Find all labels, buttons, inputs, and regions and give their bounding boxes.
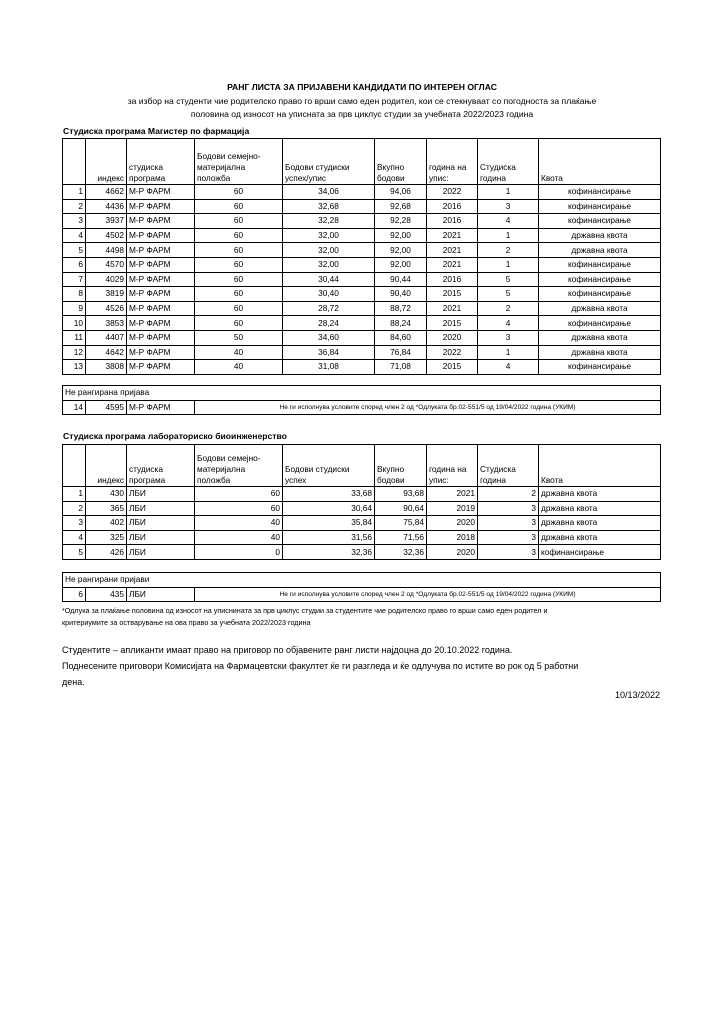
row-index: 4595 — [86, 400, 127, 415]
row-points-material: 60 — [195, 501, 283, 516]
row-quota: кофинансирање — [539, 287, 661, 302]
row-index: 3937 — [86, 214, 127, 229]
row-index: 435 — [86, 587, 127, 602]
row-total: 75,84 — [375, 516, 427, 531]
row-index: 365 — [86, 501, 127, 516]
row-study-year: 3 — [478, 501, 539, 516]
row-number: 2 — [63, 501, 86, 516]
row-quota: државна квота — [539, 345, 661, 360]
row-points-success: 30,44 — [283, 272, 375, 287]
row-quota: државна квота — [539, 516, 661, 531]
row-total: 92,00 — [375, 243, 427, 258]
row-quota: кофинансирање — [539, 272, 661, 287]
row-points-success: 32,68 — [283, 199, 375, 214]
row-points-success: 35,84 — [283, 516, 375, 531]
row-program: ЛБИ — [127, 501, 195, 516]
row-quota: државна квота — [539, 243, 661, 258]
row-study-year: 1 — [478, 185, 539, 200]
row-study-year: 4 — [478, 316, 539, 331]
row-number: 2 — [63, 199, 86, 214]
row-quota: државна квота — [539, 487, 661, 502]
row-year: 2022 — [427, 185, 478, 200]
row-number: 7 — [63, 272, 86, 287]
row-program: М-Р ФАРМ — [127, 345, 195, 360]
row-study-year: 3 — [478, 530, 539, 545]
col-header-program: студиска програма — [127, 139, 195, 185]
row-points-success: 30,64 — [283, 501, 375, 516]
row-quota: државна квота — [539, 530, 661, 545]
document-subtitle-line1: за избор на студенти чие родителско право го врши само еден родител, кои се стекнуваат со погодноста за плаќање — [127, 96, 597, 106]
row-number: 9 — [63, 301, 86, 316]
row-year: 2016 — [427, 214, 478, 229]
row-study-year: 2 — [478, 243, 539, 258]
row-points-material: 60 — [195, 185, 283, 200]
col-header-points-success-line1: Бодови студиски — [285, 464, 350, 474]
row-year: 2019 — [427, 501, 478, 516]
row-index: 402 — [86, 516, 127, 531]
row-number: 6 — [63, 587, 86, 602]
row-study-year: 2 — [478, 487, 539, 502]
row-points-material: 60 — [195, 243, 283, 258]
col-header-points-success-line2: успех — [285, 475, 307, 485]
row-number: 4 — [63, 228, 86, 243]
notice-line1: Студентите – апликанти имаат право на приговор по објавените ранг листи најдоцна до 20.10.2022 година. — [62, 645, 513, 655]
row-points-success: 32,00 — [283, 243, 375, 258]
unranked-title: Не рангирана пријава — [63, 386, 661, 401]
row-points-success: 36,84 — [283, 345, 375, 360]
unranked-title: Не рангирани пријави — [63, 573, 661, 588]
row-number: 14 — [63, 400, 86, 415]
row-index: 4526 — [86, 301, 127, 316]
row-points-success: 34,60 — [283, 330, 375, 345]
table-row — [63, 545, 661, 560]
row-points-material: 60 — [195, 214, 283, 229]
row-quota: кофинансирање — [539, 316, 661, 331]
col-header-quota: Квота — [539, 139, 661, 185]
row-quota: државна квота — [539, 501, 661, 516]
row-index: 325 — [86, 530, 127, 545]
row-study-year: 1 — [478, 228, 539, 243]
col-header-program-line1: студиска — [129, 464, 163, 474]
section1-title: Студиска програма Магистер по фармација — [63, 126, 250, 136]
col-header-year: година на упис: — [427, 445, 478, 487]
col-header-points-success — [283, 445, 375, 487]
col-header-total: Вкупно бодови — [375, 445, 427, 487]
row-index: 4029 — [86, 272, 127, 287]
row-year: 2015 — [427, 360, 478, 375]
table-row — [63, 243, 661, 258]
section2-title: Студиска програма лабораториско биоинженерство — [63, 431, 287, 441]
row-study-year: 4 — [478, 214, 539, 229]
row-year: 2021 — [427, 301, 478, 316]
row-quota: државна квота — [539, 330, 661, 345]
row-points-material: 60 — [195, 301, 283, 316]
row-study-year: 1 — [478, 257, 539, 272]
row-points-material: 60 — [195, 272, 283, 287]
row-total: 90,40 — [375, 287, 427, 302]
row-points-material: 0 — [195, 545, 283, 560]
col-header-study-year: Студиска година — [478, 139, 539, 185]
row-total: 84,60 — [375, 330, 427, 345]
row-number: 4 — [63, 530, 86, 545]
table-row — [63, 360, 661, 375]
col-header-index: индекс — [86, 139, 127, 185]
row-points-material: 60 — [195, 199, 283, 214]
col-header-index: индекс — [86, 445, 127, 487]
row-program: М-Р ФАРМ — [127, 360, 195, 375]
col-header-number — [63, 139, 86, 185]
row-study-year: 5 — [478, 287, 539, 302]
row-total: 32,36 — [375, 545, 427, 560]
col-header-total: Вкупно бодови — [375, 139, 427, 185]
row-total: 71,08 — [375, 360, 427, 375]
col-header-year: година на упис: — [427, 139, 478, 185]
col-header-program — [127, 445, 195, 487]
row-quota: државна квота — [539, 301, 661, 316]
row-program: М-Р ФАРМ — [127, 316, 195, 331]
row-points-material: 40 — [195, 360, 283, 375]
table-row — [63, 287, 661, 302]
row-year: 2018 — [427, 530, 478, 545]
table-row — [63, 228, 661, 243]
col-header-points-success: Бодови студиски успех/упис — [283, 139, 375, 185]
row-study-year: 3 — [478, 330, 539, 345]
col-header-points-material: Бодови семејно-материјална положба — [195, 139, 283, 185]
col-header-points-material: Бодови семејно-материјална положба — [195, 445, 283, 487]
row-index: 4407 — [86, 330, 127, 345]
row-program: ЛБИ — [127, 530, 195, 545]
notice-line3: дена. — [62, 677, 85, 687]
ranking-table-bioengineering — [62, 444, 661, 560]
row-quota: државна квота — [539, 228, 661, 243]
notice — [62, 642, 672, 690]
row-points-success: 32,36 — [283, 545, 375, 560]
row-program: М-Р ФАРМ — [127, 185, 195, 200]
row-year: 2021 — [427, 257, 478, 272]
table-row — [63, 214, 661, 229]
row-program: ЛБИ — [127, 545, 195, 560]
row-number: 1 — [63, 487, 86, 502]
table-row — [63, 301, 661, 316]
table-row — [63, 199, 661, 214]
row-index: 4502 — [86, 228, 127, 243]
col-header-program-line2: програма — [129, 475, 166, 485]
document-title: РАНГ ЛИСТА ЗА ПРИЈАВЕНИ КАНДИДАТИ ПО ИНТЕРЕН ОГЛАС — [227, 82, 497, 92]
row-index: 430 — [86, 487, 127, 502]
row-study-year: 2 — [478, 301, 539, 316]
table-row — [63, 587, 661, 602]
row-year: 2020 — [427, 545, 478, 560]
document-subtitle-line2: половина од износот на уписната за прв циклус студии за учебната 2022/2023 година — [190, 109, 534, 119]
row-points-success: 28,72 — [283, 301, 375, 316]
row-study-year: 4 — [478, 360, 539, 375]
unranked-table-pharmacy — [62, 385, 661, 415]
row-program: М-Р ФАРМ — [127, 400, 195, 415]
row-points-material: 50 — [195, 330, 283, 345]
row-quota: кофинансирање — [539, 199, 661, 214]
row-number: 5 — [63, 545, 86, 560]
row-quota: кофинансирање — [539, 257, 661, 272]
row-total: 88,24 — [375, 316, 427, 331]
notice-line2: Поднесените приговори Комисијата на Фармацевтски факултет ќе ги разгледа и ќе одлучува по истите во рок од 5 работни — [62, 661, 579, 671]
row-index: 4436 — [86, 199, 127, 214]
row-points-success: 28,24 — [283, 316, 375, 331]
row-program: М-Р ФАРМ — [127, 199, 195, 214]
table-row — [63, 185, 661, 200]
footnote — [62, 605, 662, 629]
row-points-success: 32,00 — [283, 257, 375, 272]
row-points-success: 31,08 — [283, 360, 375, 375]
row-program: М-Р ФАРМ — [127, 243, 195, 258]
col-header-quota: Квота — [539, 445, 661, 487]
row-total: 88,72 — [375, 301, 427, 316]
row-year: 2015 — [427, 316, 478, 331]
row-number: 5 — [63, 243, 86, 258]
col-header-number — [63, 445, 86, 487]
row-note: Не ги исполнува условите според член 2 од *Одлуката бр.02-551/5 од 19/04/2022 година (УКИМ) — [195, 400, 661, 415]
table-row — [63, 487, 661, 502]
row-points-success: 32,28 — [283, 214, 375, 229]
row-program: ЛБИ — [127, 587, 195, 602]
row-year: 2021 — [427, 228, 478, 243]
row-points-success: 30,40 — [283, 287, 375, 302]
row-total: 76,84 — [375, 345, 427, 360]
row-year: 2015 — [427, 287, 478, 302]
table-row — [63, 330, 661, 345]
row-total: 92,00 — [375, 257, 427, 272]
ranking-table-pharmacy — [62, 138, 661, 375]
row-quota: кофинансирање — [539, 214, 661, 229]
table-row — [63, 257, 661, 272]
row-total: 94,06 — [375, 185, 427, 200]
row-total: 90,44 — [375, 272, 427, 287]
row-number: 10 — [63, 316, 86, 331]
row-year: 2021 — [427, 243, 478, 258]
row-points-material: 60 — [195, 257, 283, 272]
row-points-success: 31,56 — [283, 530, 375, 545]
row-year: 2016 — [427, 272, 478, 287]
row-number: 12 — [63, 345, 86, 360]
table-row — [63, 501, 661, 516]
row-program: М-Р ФАРМ — [127, 330, 195, 345]
row-points-material: 60 — [195, 228, 283, 243]
row-quota: кофинансирање — [539, 360, 661, 375]
row-year: 2022 — [427, 345, 478, 360]
row-index: 3819 — [86, 287, 127, 302]
row-index: 3808 — [86, 360, 127, 375]
row-year: 2021 — [427, 487, 478, 502]
row-points-material: 60 — [195, 316, 283, 331]
row-year: 2016 — [427, 199, 478, 214]
footnote-line2: критериумите за остварување на ова право за учебната 2022/2023 година — [62, 618, 311, 627]
table-row — [63, 316, 661, 331]
row-total: 93,68 — [375, 487, 427, 502]
row-program: М-Р ФАРМ — [127, 301, 195, 316]
table-row — [63, 400, 661, 415]
row-year: 2020 — [427, 516, 478, 531]
row-number: 3 — [63, 516, 86, 531]
document-date: 10/13/2022 — [614, 690, 660, 700]
row-index: 4662 — [86, 185, 127, 200]
row-year: 2020 — [427, 330, 478, 345]
row-program: М-Р ФАРМ — [127, 214, 195, 229]
row-points-material: 60 — [195, 287, 283, 302]
row-number: 6 — [63, 257, 86, 272]
col-header-study-year: Студиска година — [478, 445, 539, 487]
row-points-material: 40 — [195, 516, 283, 531]
row-note: Не ги исполнува условите според член 2 од *Одлуката бр.02-551/5 од 19/04/2022 година (УКИМ) — [195, 587, 661, 602]
table-row — [63, 516, 661, 531]
row-program: М-Р ФАРМ — [127, 272, 195, 287]
row-number: 1 — [63, 185, 86, 200]
row-points-material: 40 — [195, 345, 283, 360]
table-row — [63, 272, 661, 287]
row-study-year: 5 — [478, 272, 539, 287]
row-number: 13 — [63, 360, 86, 375]
row-study-year: 1 — [478, 345, 539, 360]
row-points-success: 34,06 — [283, 185, 375, 200]
row-points-success: 32,00 — [283, 228, 375, 243]
row-study-year: 3 — [478, 516, 539, 531]
row-points-material: 40 — [195, 530, 283, 545]
footnote-line1: *Одлука за плаќање половина од износот на уписнината за прв циклус студии за студентите чие родителско право го врши само еден родител и — [62, 606, 548, 615]
row-program: М-Р ФАРМ — [127, 287, 195, 302]
row-program: М-Р ФАРМ — [127, 228, 195, 243]
row-index: 4570 — [86, 257, 127, 272]
row-total: 92,28 — [375, 214, 427, 229]
table-row — [63, 345, 661, 360]
row-points-success: 33,68 — [283, 487, 375, 502]
row-index: 4498 — [86, 243, 127, 258]
row-total: 71,56 — [375, 530, 427, 545]
row-number: 3 — [63, 214, 86, 229]
row-total: 90,64 — [375, 501, 427, 516]
row-points-material: 60 — [195, 487, 283, 502]
row-study-year: 3 — [478, 545, 539, 560]
row-program: ЛБИ — [127, 487, 195, 502]
row-study-year: 3 — [478, 199, 539, 214]
row-number: 11 — [63, 330, 86, 345]
row-total: 92,68 — [375, 199, 427, 214]
table-row — [63, 530, 661, 545]
unranked-table-bioengineering — [62, 572, 661, 602]
row-index: 426 — [86, 545, 127, 560]
row-program: М-Р ФАРМ — [127, 257, 195, 272]
row-total: 92,00 — [375, 228, 427, 243]
row-quota: кофинансирање — [539, 545, 661, 560]
row-quota: кофинансирање — [539, 185, 661, 200]
row-index: 4642 — [86, 345, 127, 360]
row-program: ЛБИ — [127, 516, 195, 531]
row-index: 3853 — [86, 316, 127, 331]
row-number: 8 — [63, 287, 86, 302]
